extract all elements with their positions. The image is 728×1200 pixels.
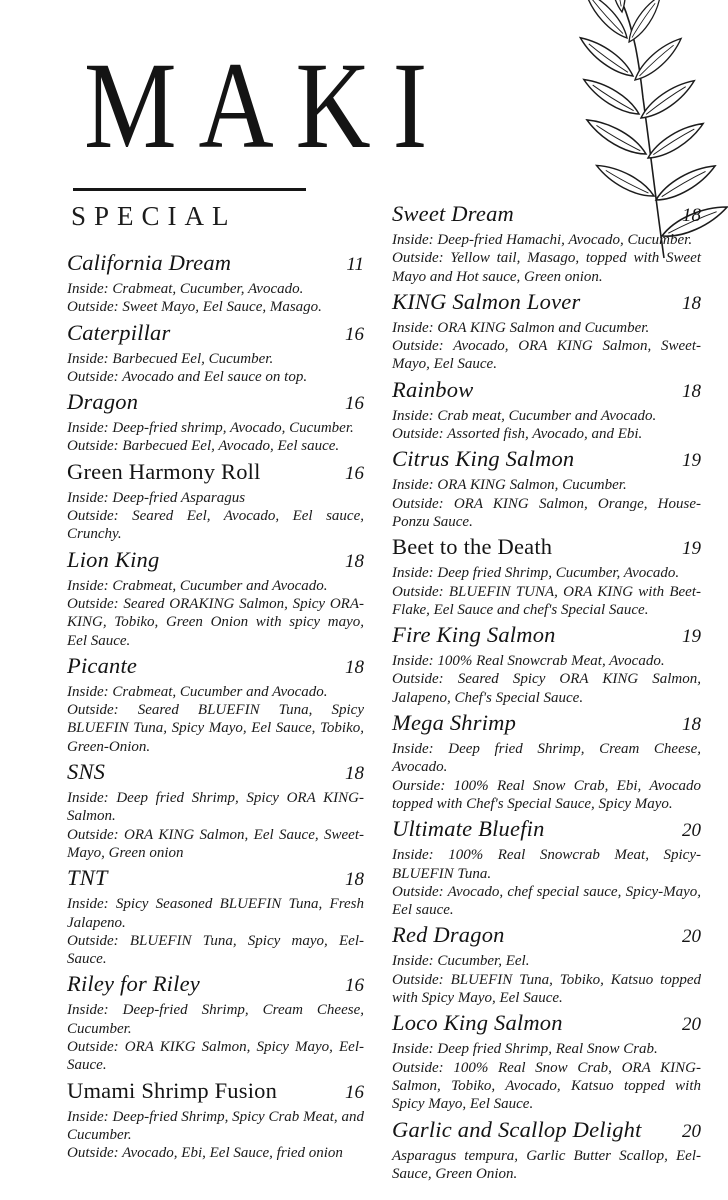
item-description-line: Inside: ORA KING Salmon, Cucumber. xyxy=(392,477,627,494)
item-price: 19 xyxy=(682,538,701,560)
menu-column-left xyxy=(67,250,364,1163)
item-name: California Dream xyxy=(67,250,232,275)
item-description-line: Outside: BLUEFIN TUNA, ORA KING with Beet-Flake, Eel Sauce and chef's Special Sauce. xyxy=(392,583,701,618)
menu-item xyxy=(392,446,701,531)
item-description-line: Outside: Avocado, chef special sauce, Spicy-Mayo, Eel sauce. xyxy=(392,883,701,919)
item-description xyxy=(67,419,364,456)
menu-item-header xyxy=(67,653,364,681)
item-price: 16 xyxy=(345,975,364,997)
item-description-line: Outside: Yellow tail, Masago, topped with Sweet Mayo and Hot sauce, Green onion. xyxy=(392,250,701,285)
menu-item xyxy=(67,865,364,968)
item-name: Citrus King Salmon xyxy=(392,446,575,472)
menu-item-header xyxy=(392,1010,701,1038)
item-description xyxy=(392,476,701,531)
item-description xyxy=(67,350,364,387)
item-price: 16 xyxy=(345,462,364,484)
item-description-line: Inside: Crabmeat, Cucumber and Avocado. xyxy=(67,577,328,594)
menu-item-header xyxy=(67,865,364,893)
item-price: 19 xyxy=(682,450,701,472)
item-description-line: Inside: Barbecued Eel, Cucumber. xyxy=(67,350,274,367)
item-description xyxy=(67,895,364,968)
item-description xyxy=(67,683,364,756)
item-description-line: Outside: Sweet Mayo, Eel Sauce, Masago. xyxy=(67,299,322,316)
menu-item-header xyxy=(392,816,701,844)
item-price: 16 xyxy=(345,393,364,415)
menu-item xyxy=(392,1117,701,1184)
item-description xyxy=(67,1001,364,1074)
menu-item-header xyxy=(67,250,364,278)
menu-item xyxy=(392,816,701,919)
item-price: 18 xyxy=(345,550,364,572)
item-description-line: Inside: Crabmeat, Cucumber, Avocado. xyxy=(67,281,304,297)
item-price: 19 xyxy=(682,626,701,648)
item-name: Picante xyxy=(67,652,138,678)
menu-item xyxy=(392,922,701,1007)
item-name: Beet to the Death xyxy=(392,534,553,560)
menu-item-header xyxy=(392,922,701,950)
item-description-line: Asparagus tempura, Garlic Butter Scallop, Eel-Sauce, Green Onion. xyxy=(392,1147,701,1182)
menu-item xyxy=(67,759,364,862)
item-description xyxy=(392,846,701,919)
item-description-line: Inside: Deep-fried Asparagus xyxy=(67,489,246,506)
item-description-line: Outside: Avocado and Eel sauce on top. xyxy=(67,368,308,385)
section-heading: SPECIAL xyxy=(71,201,237,231)
item-name: Caterpillar xyxy=(67,319,171,345)
item-price: 18 xyxy=(345,869,364,891)
item-description-line: Outside: Seared BLUEFIN Tuna, Spicy BLUEFIN Tuna, Spicy Mayo, Eel Sauce, Tobiko, Green-Onion. xyxy=(67,702,364,755)
menu-item-header xyxy=(67,389,364,417)
menu-column-right xyxy=(392,201,701,1183)
menu-item-header xyxy=(392,710,701,738)
item-description-line: Outside: Seared ORAKING Salmon, Spicy ORA-KING, Tobiko, Green Onion with spicy mayo, Eel Sauce. xyxy=(67,595,364,649)
menu-item-header xyxy=(392,446,701,474)
item-description-line: Outside: 100% Real Snow Crab, ORA KING-Salmon, Tobiko, Avocado, Katsuo topped with Spicy Mayo, Eel Sauce. xyxy=(392,1059,701,1113)
item-description-line: Inside: 100% Real Snowcrab Meat, Avocado. xyxy=(392,653,665,670)
item-description xyxy=(67,577,364,650)
item-description-line: Inside: 100% Real Snowcrab Meat, Spicy-BLUEFIN Tuna. xyxy=(392,847,701,882)
menu-item-header xyxy=(392,377,701,405)
menu-item xyxy=(392,1010,701,1113)
item-description-line: Outside: BLUEFIN Tuna, Spicy mayo, Eel-Sauce. xyxy=(67,932,364,968)
item-name: Loco King Salmon xyxy=(392,1010,563,1036)
item-name: TNT xyxy=(67,865,108,891)
item-description xyxy=(392,952,701,1007)
item-name: Ultimate Bluefin xyxy=(392,816,545,842)
menu-item-header xyxy=(67,971,364,999)
item-price: 18 xyxy=(682,205,701,226)
menu-item-header xyxy=(392,201,701,229)
item-description-line: Inside: Crab meat, Cucumber and Avocado. xyxy=(392,407,657,424)
item-name: Green Harmony Roll xyxy=(67,458,261,484)
menu-item-header xyxy=(392,534,701,562)
menu-item-header xyxy=(392,289,701,317)
menu-item-header xyxy=(67,759,364,787)
item-description-line: Inside: Deep-fried Shrimp, Spicy Crab Meat, and Cucumber. xyxy=(67,1108,364,1143)
item-description xyxy=(392,319,701,374)
item-description-line: Outside: Seared Spicy ORA KING Salmon, Jalapeno, Chef's Special Sauce. xyxy=(392,671,701,706)
item-description-line: Inside: ORA KING Salmon and Cucumber. xyxy=(392,319,650,336)
menu-item xyxy=(392,534,701,619)
menu-item-header xyxy=(67,320,364,348)
item-name: KING Salmon Lover xyxy=(392,288,581,314)
menu-item xyxy=(67,320,364,387)
item-description xyxy=(392,1147,701,1184)
item-description-line: Outside: Seared Eel, Avocado, Eel sauce, Crunchy. xyxy=(67,508,364,543)
item-description xyxy=(392,564,701,619)
item-price: 11 xyxy=(346,254,364,275)
item-description-line: Outside: Assorted fish, Avocado, and Ebi. xyxy=(392,426,643,443)
item-description xyxy=(392,407,701,444)
item-description xyxy=(392,740,701,813)
item-description-line: Outside: ORA KIKG Salmon, Spicy Mayo, Eel-Sauce. xyxy=(67,1039,364,1074)
item-description xyxy=(392,231,701,286)
item-name: Mega Shrimp xyxy=(392,710,517,736)
menu-item xyxy=(67,459,364,544)
menu-item xyxy=(67,547,364,650)
menu-item xyxy=(392,377,701,444)
item-price: 16 xyxy=(345,323,364,345)
item-description xyxy=(392,652,701,707)
menu-item xyxy=(392,710,701,813)
menu-item-header xyxy=(392,1117,701,1145)
item-price: 18 xyxy=(345,763,364,785)
item-name: Lion King xyxy=(67,546,160,572)
item-description-line: Inside: Cucumber, Eel. xyxy=(392,953,530,970)
item-description-line: Inside: Deep-fried Shrimp, Cream Cheese, Cucumber. xyxy=(67,1002,364,1037)
item-price: 16 xyxy=(345,1081,364,1103)
menu-item xyxy=(67,653,364,756)
menu-item xyxy=(67,971,364,1074)
item-price: 20 xyxy=(682,1120,701,1142)
item-description xyxy=(67,789,364,862)
item-description-line: Inside: Deep-fried shrimp, Avocado, Cucumber. xyxy=(67,420,354,437)
item-description-line: Outside: BLUEFIN Tuna, Tobiko, Katsuo topped with Spicy Mayo, Eel Sauce. xyxy=(392,971,701,1007)
item-description xyxy=(67,489,364,544)
item-name: Fire King Salmon xyxy=(392,622,556,648)
item-name: Riley for Riley xyxy=(67,971,200,997)
item-name: Rainbow xyxy=(392,376,474,402)
item-description-line: Outside: ORA KING Salmon, Orange, House-Ponzu Sauce. xyxy=(392,495,701,530)
item-description-line: Inside: Deep fried Shrimp, Cream Cheese, Avocado. xyxy=(392,741,701,776)
item-description-line: Outside: Avocado, ORA KING Salmon, Sweet-Mayo, Eel Sauce. xyxy=(392,338,701,373)
item-description-line: Inside: Deep fried Shrimp, Real Snow Crab. xyxy=(392,1041,658,1058)
item-description-line: Outside: ORA KING Salmon, Eel Sauce, Sweet-Mayo, Green onion xyxy=(67,826,364,861)
menu-item-header xyxy=(67,459,364,487)
menu-item xyxy=(392,201,701,286)
item-name: SNS xyxy=(67,759,106,785)
item-description-line: Inside: Spicy Seasoned BLUEFIN Tuna, Fresh Jalapeno. xyxy=(67,896,364,931)
item-description-line: Inside: Deep-fried Hamachi, Avocado, Cucumber. xyxy=(392,232,693,248)
item-name: Umami Shrimp Fusion xyxy=(67,1077,278,1103)
menu-item-header xyxy=(67,1078,364,1106)
item-name: Garlic and Scallop Delight xyxy=(392,1116,642,1142)
menu-item xyxy=(67,389,364,456)
item-price: 18 xyxy=(682,292,701,314)
item-description xyxy=(67,1108,364,1163)
menu-item xyxy=(392,622,701,707)
item-name: Dragon xyxy=(67,389,139,415)
item-price: 18 xyxy=(682,380,701,402)
item-price: 18 xyxy=(682,714,701,736)
item-price: 20 xyxy=(682,926,701,948)
item-price: 20 xyxy=(682,1014,701,1036)
item-price: 20 xyxy=(682,820,701,842)
item-description-line: Outside: Avocado, Ebi, Eel Sauce, fried onion xyxy=(67,1145,343,1162)
item-name: Sweet Dream xyxy=(392,201,514,226)
menu-item-header xyxy=(67,547,364,575)
menu-item xyxy=(392,289,701,374)
menu-item xyxy=(67,250,364,317)
page-title: MAKI xyxy=(84,37,450,174)
item-description-line: Outside: Barbecued Eel, Avocado, Eel sauce. xyxy=(67,438,340,455)
title-underline xyxy=(73,188,306,191)
item-description-line: Inside: Deep fried Shrimp, Spicy ORA KING-Salmon. xyxy=(67,790,364,825)
item-description xyxy=(392,1040,701,1113)
menu-item-header xyxy=(392,622,701,650)
item-price: 18 xyxy=(345,656,364,678)
item-description-line: Inside: Crabmeat, Cucumber and Avocado. xyxy=(67,683,328,700)
item-description-line: Inside: Deep fried Shrimp, Cucumber, Avocado. xyxy=(392,565,680,582)
item-description-line: Ourside: 100% Real Snow Crab, Ebi, Avocado topped with Chef's Special Sauce, Spicy Mayo. xyxy=(392,777,701,812)
item-name: Red Dragon xyxy=(392,922,505,948)
item-description xyxy=(67,280,364,317)
menu-item xyxy=(67,1078,364,1163)
